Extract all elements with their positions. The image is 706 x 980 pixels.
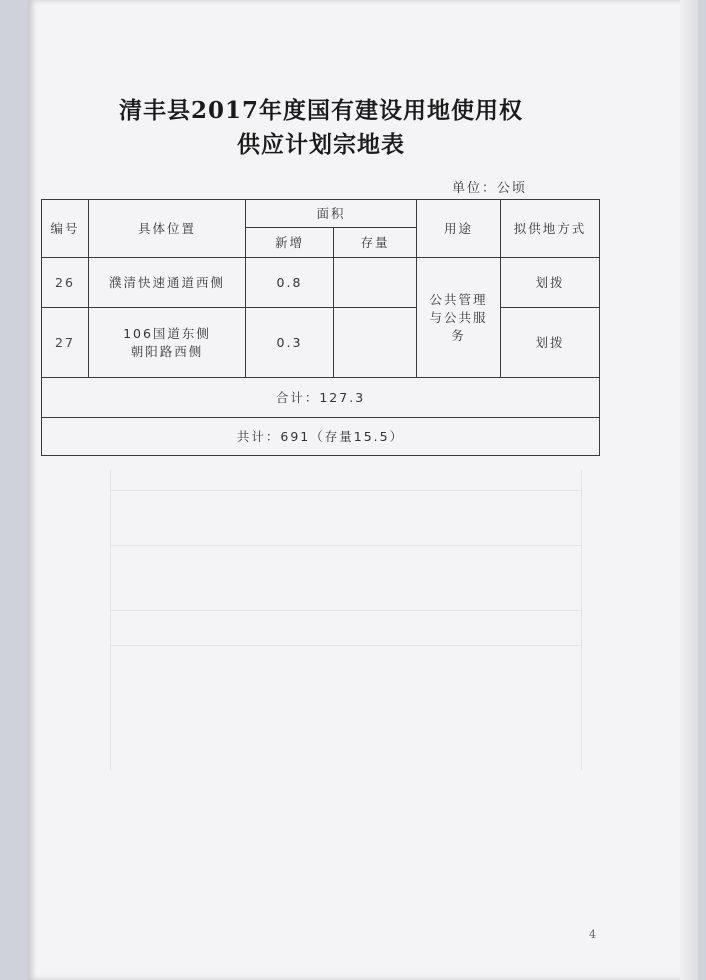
usage-line3: 务 — [451, 327, 466, 343]
header-supply-method: 拟供地方式 — [501, 200, 600, 258]
row-location: 濮清快速通道西侧 — [89, 258, 246, 308]
total-row — [42, 418, 600, 456]
row-supply-method: 划拨 — [501, 258, 600, 308]
subtotal-row — [42, 378, 600, 418]
header-area: 面积 — [246, 200, 417, 228]
bleed-line — [111, 610, 581, 611]
subtotal-cell: 合计：127.3 — [42, 378, 600, 418]
document-title-line1: 清丰县2017年度国有建设用地使用权 — [118, 97, 523, 124]
unit-label: 单位：公顷 — [452, 181, 528, 196]
document-title-line2: 供应计划宗地表 — [237, 131, 405, 158]
usage-line2: 与公共服 — [429, 309, 488, 325]
row-area-existing — [334, 308, 417, 378]
bleed-line — [111, 545, 581, 546]
usage-line1: 公共管理 — [429, 291, 488, 307]
bleed-through-shadow — [110, 470, 582, 770]
header-number: 编号 — [42, 200, 89, 258]
header-area-new: 新增 — [246, 228, 334, 258]
header-row-top — [42, 200, 600, 228]
header-area-existing: 存量 — [334, 228, 417, 258]
header-usage: 用途 — [417, 200, 501, 258]
row-area-new: 0.3 — [246, 308, 334, 378]
table-row — [42, 258, 600, 308]
header-location: 具体位置 — [89, 200, 246, 258]
row-location-line1: 106国道东侧 — [123, 325, 211, 341]
row-area-existing — [334, 258, 417, 308]
merged-usage-cell — [417, 258, 501, 378]
row-area-new: 0.8 — [246, 258, 334, 308]
row-location-line2: 朝阳路西侧 — [130, 343, 204, 359]
row-location — [89, 308, 246, 378]
table-row — [42, 308, 600, 378]
bleed-line — [111, 490, 581, 491]
row-number: 26 — [42, 258, 89, 308]
page-edge-shadow — [680, 0, 698, 980]
total-cell: 共计：691（存量15.5） — [42, 418, 600, 456]
bleed-line — [111, 645, 581, 646]
row-supply-method: 划拨 — [501, 308, 600, 378]
row-number: 27 — [42, 308, 89, 378]
land-supply-table — [41, 199, 600, 456]
page-number: 4 — [589, 928, 596, 941]
